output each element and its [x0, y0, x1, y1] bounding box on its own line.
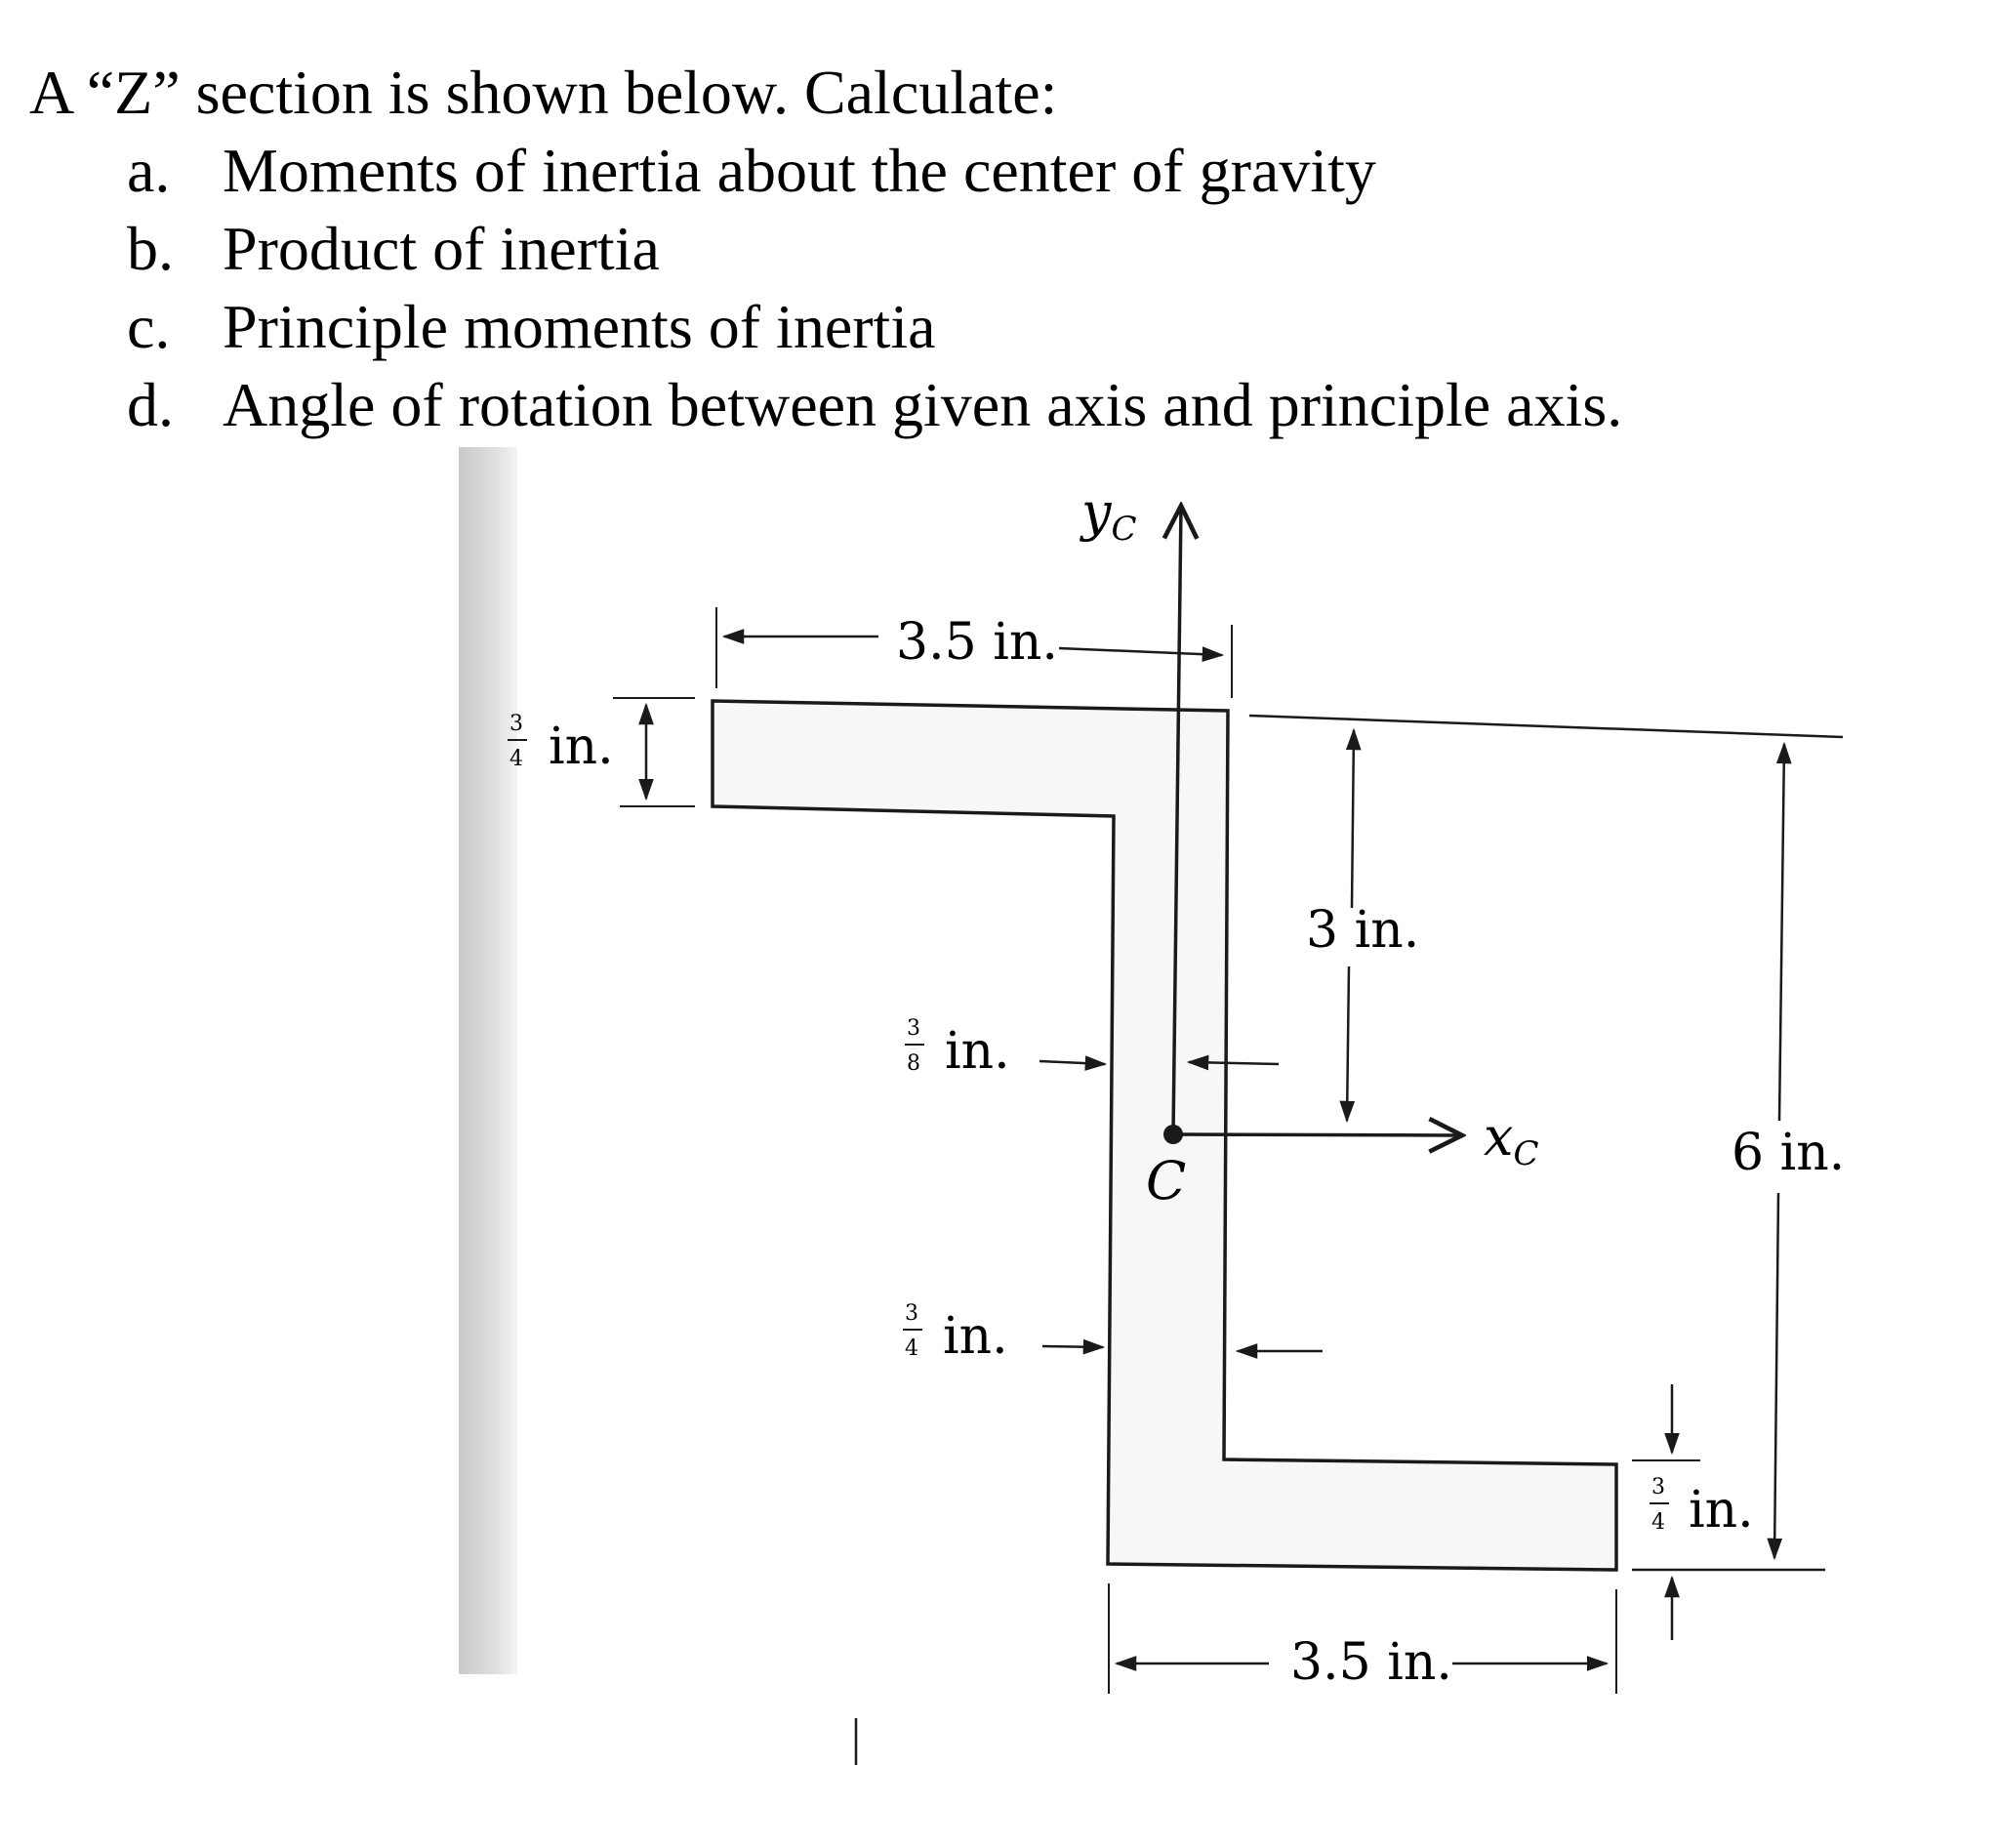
question-text: Moments of inertia about the center of gravity	[223, 136, 1376, 205]
fraction-numerator: 3	[1651, 1475, 1665, 1499]
dim-total-height-down	[1774, 1193, 1778, 1558]
dim-top-width-label: 3.5 in.	[896, 613, 1058, 672]
question-marker: c.	[127, 292, 171, 361]
dim-total-height-up	[1779, 744, 1784, 1121]
dim-web-upper-arrow-left	[1039, 1061, 1105, 1064]
fraction-denominator: 4	[509, 747, 523, 771]
centroid-point	[1163, 1125, 1183, 1144]
question-marker: a.	[127, 136, 171, 205]
dim-half-height-down	[1347, 966, 1349, 1121]
dim-top-thk-label: in.	[549, 718, 614, 776]
question-text: Principle moments of inertia	[223, 292, 936, 361]
centroid-label: C	[1146, 1150, 1187, 1211]
scan-edge-strip	[459, 447, 517, 1674]
dim-bottom-thk-label: in.	[1689, 1481, 1754, 1540]
fraction-numerator: 3	[509, 712, 523, 736]
dim-half-height-up	[1352, 730, 1354, 908]
dim-half-height-label: 3 in.	[1306, 901, 1420, 960]
dim-web-upper-label: in.	[945, 1022, 1010, 1081]
dim-total-height-label: 6 in.	[1732, 1124, 1846, 1182]
dim-top-width-arrow-right	[1059, 648, 1222, 655]
fraction-denominator: 4	[905, 1336, 918, 1361]
question-text: Angle of rotation between given axis and principle axis.	[223, 370, 1623, 439]
yc-axis-label: yC	[1081, 481, 1137, 549]
fraction-numerator: 3	[905, 1301, 918, 1326]
fraction-denominator: 4	[1651, 1510, 1665, 1535]
dim-bottom-width-label: 3.5 in.	[1290, 1633, 1452, 1692]
fraction-numerator: 3	[907, 1016, 920, 1041]
xc-axis-label: xC	[1484, 1106, 1539, 1173]
fraction-denominator: 8	[907, 1051, 920, 1076]
question-marker: d.	[127, 370, 174, 439]
question-text: Product of inertia	[223, 214, 660, 283]
problem-intro: A “Z” section is shown below. Calculate:	[29, 58, 1058, 127]
question-marker: b.	[127, 214, 174, 283]
top-reference-line	[1249, 716, 1843, 737]
xc-axis-line	[1173, 1134, 1462, 1135]
dim-web-lower-arrow-left	[1042, 1346, 1103, 1347]
dim-web-lower-label: in.	[943, 1307, 1008, 1366]
